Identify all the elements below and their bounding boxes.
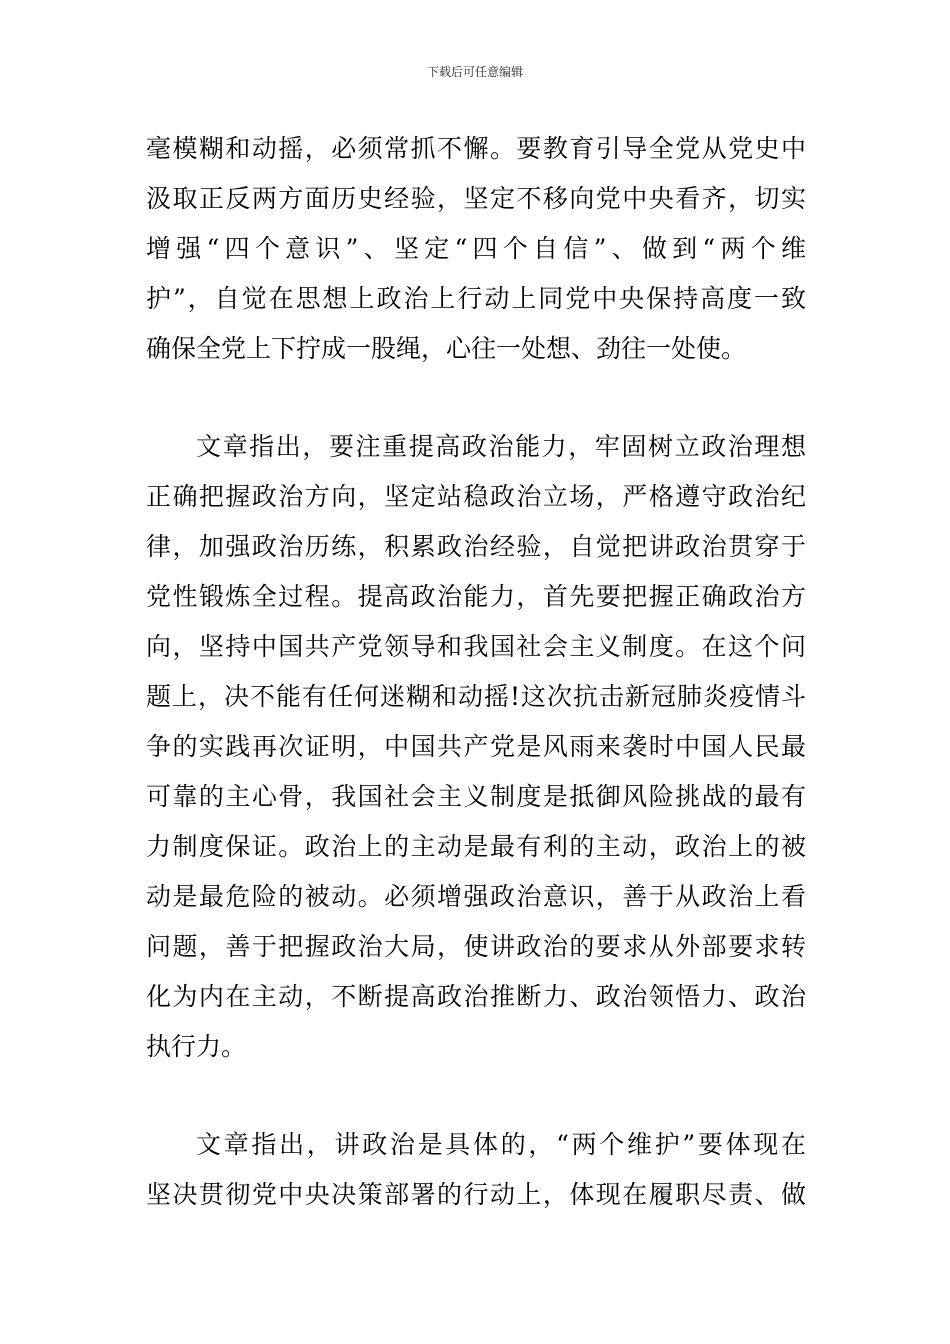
text-line: 汲取正反两方面历史经验，坚定不移向党中央看齐，切实 <box>146 184 806 213</box>
text-line: 化为内在主动，不断提高政治推断力、政治领悟力、政治 <box>146 982 806 1011</box>
text-line: 毫模糊和动摇，必须常抓不懈。要教育引导全党从党史中 <box>146 134 806 163</box>
paragraph-1 <box>146 124 806 374</box>
document-body <box>146 124 806 1220</box>
text-line: 问题，善于把握政治大局，使讲政治的要求从外部要求转 <box>146 932 806 961</box>
text-line: 确保全党上下拧成一股绳，心往一处想、劲往一处使。 <box>146 334 747 363</box>
text-line: 可靠的主心骨，我国社会主义制度是抵御风险挑战的最有 <box>146 782 806 811</box>
text-line: 争的实践再次证明，中国共产党是风雨来袭时中国人民最 <box>146 732 806 761</box>
text-line: 向，坚持中国共产党领导和我国社会主义制度。在这个问 <box>146 632 806 661</box>
text-line: 增强“四个意识”、坚定“四个自信”、做到“两个维 <box>146 234 806 263</box>
text-line: 动是最危险的被动。必须增强政治意识，善于从政治上看 <box>146 882 806 911</box>
text-line: 文章指出，要注重提高政治能力，牢固树立政治理想 <box>196 432 806 461</box>
text-line: 护”，自觉在思想上政治上行动上同党中央保持高度一致 <box>146 284 806 313</box>
text-line: 题上，决不能有任何迷糊和动摇!这次抗击新冠肺炎疫情斗 <box>146 682 806 711</box>
paragraph-2 <box>146 422 806 1072</box>
text-line: 执行力。 <box>146 1032 247 1061</box>
text-line: 文章指出，讲政治是具体的，“两个维护”要体现在 <box>196 1130 806 1159</box>
text-line: 党性锻炼全过程。提高政治能力，首先要把握正确政治方 <box>146 582 806 611</box>
paragraph-gap <box>146 1072 806 1120</box>
text-line: 正确把握政治方向，坚定站稳政治立场，严格遵守政治纪 <box>146 482 806 511</box>
text-line: 律，加强政治历练，积累政治经验，自觉把讲政治贯穿于 <box>146 532 806 561</box>
text-line: 坚决贯彻党中央决策部署的行动上，体现在履职尽责、做 <box>146 1180 806 1209</box>
text-line: 力制度保证。政治上的主动是最有利的主动，政治上的被 <box>146 832 806 861</box>
paragraph-gap <box>146 374 806 422</box>
paragraph-3 <box>146 1120 806 1220</box>
page-header: 下载后可任意编辑 <box>426 65 523 79</box>
